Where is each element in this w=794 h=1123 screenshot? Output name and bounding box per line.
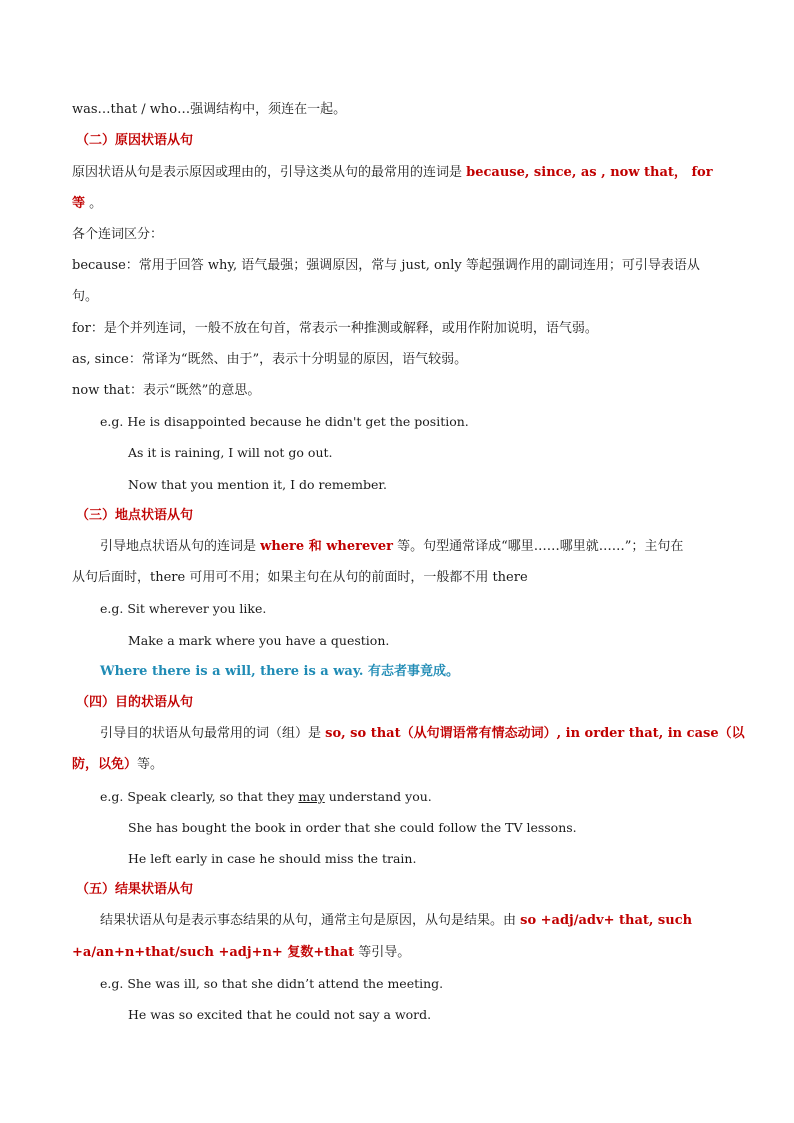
heading-result-clause: （五）结果状语从句 xyxy=(76,882,194,897)
result-para-line1 xyxy=(100,912,692,930)
proverb-line: Where there is a will, there is a way. 有志者事竟成。 xyxy=(100,664,459,679)
purpose-para-line1 xyxy=(100,725,745,743)
result-text-post: 等引导。 xyxy=(354,945,411,960)
cause-example-3: Now that you mention it, I do remember. xyxy=(128,477,387,492)
purpose-conj-cont: 防，以免） xyxy=(72,757,138,772)
for-line: for：是个并列连词，一般不放在句首，常表示一种推测或解释，或用作附加说明，语气弱。 xyxy=(72,321,598,336)
purpose-text-pre: 引导目的状语从句最常用的词（组）是 xyxy=(100,726,326,741)
purpose-ex1-pre: e.g. Speak clearly, so that they xyxy=(100,789,299,804)
cause-example-2: As it is raining, I will not go out. xyxy=(128,445,333,460)
purpose-example-3: He left early in case he should miss the train. xyxy=(128,851,417,866)
result-conj-cont: +a/an+n+that/such +adj+n+ 复数+that xyxy=(72,945,355,960)
result-para-line2 xyxy=(72,944,410,962)
result-text-pre: 结果状语从句是表示事态结果的从句，通常主句是原因，从句是结果。由 xyxy=(100,913,521,928)
purpose-ex1-post: understand you. xyxy=(324,789,432,804)
cause-conjunctions: because, since, as , now that， for xyxy=(466,165,713,180)
purpose-example-1 xyxy=(100,788,432,806)
heading-cause-clause: （二）原因状语从句 xyxy=(76,133,194,148)
purpose-para-line2 xyxy=(72,756,163,774)
now-that-line: now that：表示“既然”的意思。 xyxy=(72,383,261,398)
place-text-post: 等。句型通常译成“哪里……哪里就……”；主句在 xyxy=(392,539,684,554)
cause-example-1: e.g. He is disappointed because he didn't get the position. xyxy=(100,414,469,429)
purpose-example-2: She has bought the book in order that she could follow the TV lessons. xyxy=(128,820,577,835)
result-conjunctions: so +adj/adv+ that, such xyxy=(520,913,693,928)
purpose-ex1-underlined: may xyxy=(298,789,325,804)
place-para-line1 xyxy=(100,538,683,556)
intro-line: was…that / who…强调结构中，须连在一起。 xyxy=(72,102,347,117)
place-example-1: e.g. Sit wherever you like. xyxy=(100,601,267,616)
cause-para-line2 xyxy=(72,195,102,213)
cause-end: 。 xyxy=(85,196,103,211)
cause-para-text: 原因状语从句是表示原因或理由的，引导这类从句的最常用的连词是 xyxy=(72,165,467,180)
heading-place-clause: （三）地点状语从句 xyxy=(76,508,194,523)
because-line1: because：常用于回答 why, 语气最强；强调原因，常与 just, only 等起强调作用的副词连用；可引导表语从 xyxy=(72,258,700,273)
place-para-line2: 从句后面时，there 可用可不用；如果主句在从句的前面时，一般都不用 there xyxy=(72,570,528,585)
cause-deng: 等 xyxy=(72,196,86,211)
diff-title: 各个连词区分： xyxy=(72,227,164,242)
purpose-conjunctions: so, so that（从句谓语常有情态动词）, in order that, in case（以 xyxy=(325,726,745,741)
result-example-2: He was so excited that he could not say a word. xyxy=(128,1007,432,1022)
place-conjunctions: where 和 wherever xyxy=(260,539,393,554)
as-since-line: as, since：常译为“既然、由于”，表示十分明显的原因，语气较弱。 xyxy=(72,352,468,367)
because-line2: 句。 xyxy=(72,289,99,304)
place-text-pre: 引导地点状语从句的连词是 xyxy=(100,539,261,554)
purpose-text-post: 等。 xyxy=(137,757,164,772)
cause-para-line1 xyxy=(72,164,713,182)
heading-purpose-clause: （四）目的状语从句 xyxy=(76,695,194,710)
result-example-1: e.g. She was ill, so that she didn’t attend the meeting. xyxy=(100,976,444,991)
place-example-2: Make a mark where you have a question. xyxy=(128,633,390,648)
